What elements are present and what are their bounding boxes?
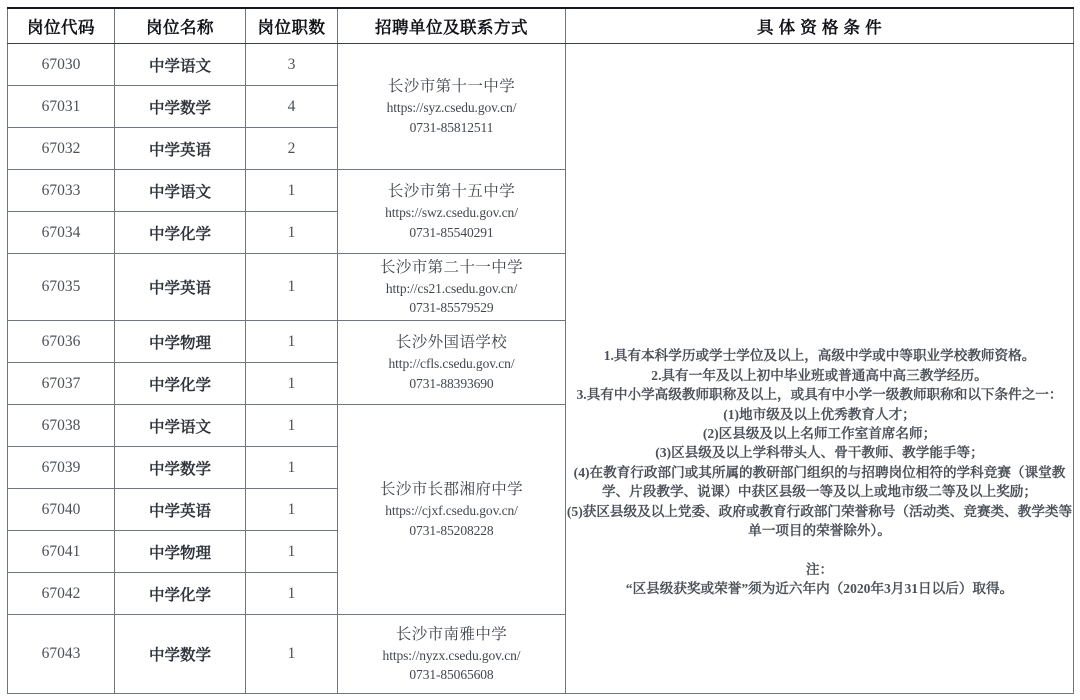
- cell-job-name: 中学英语: [115, 489, 246, 531]
- unit-name: 长沙市第十五中学: [387, 183, 516, 201]
- cell-job-count: 4: [246, 86, 338, 128]
- cell-job-name: 中学语文: [115, 170, 246, 212]
- cell-job-name: 中学数学: [115, 86, 246, 128]
- header-job-name: 岗位名称: [115, 8, 246, 44]
- cell-job-name: 中学语文: [115, 44, 246, 86]
- cell-recruiting-unit: [338, 615, 566, 694]
- table-row: [8, 44, 1074, 86]
- cell-job-count: 2: [246, 128, 338, 170]
- unit-url[interactable]: https://nyzx.csedu.gov.cn/: [382, 647, 521, 663]
- condition-line: (3)区县级及以上学科带头人、骨干教师、教学能手等；: [655, 445, 984, 461]
- cell-job-code: 67030: [8, 44, 115, 86]
- header-qualification-conditions: 具 体 资 格 条 件: [566, 8, 1074, 44]
- condition-line: (1)地市级及以上优秀教育人才；: [723, 406, 916, 422]
- unit-url[interactable]: https://cjxf.csedu.gov.cn/: [385, 503, 518, 519]
- unit-name: 长沙市第二十一中学: [379, 258, 524, 276]
- note-text: “区县级获奖或荣誉”须为近六年内（2020年3月31日以后）取得。: [625, 581, 1014, 597]
- cell-job-name: 中学英语: [115, 254, 246, 321]
- unit-url[interactable]: http://cs21.csedu.gov.cn/: [385, 280, 518, 296]
- header-recruiting-unit: 招聘单位及联系方式: [338, 8, 566, 44]
- cell-job-code: 67033: [8, 170, 115, 212]
- cell-job-count: 1: [246, 615, 338, 694]
- job-positions-table: [7, 7, 1074, 694]
- cell-job-code: 67035: [8, 254, 115, 321]
- condition-line: (4)在教育行政部门或其所属的教研部门组织的与招聘岗位相符的学科竞赛（课堂教学、片段教学、说课）中获区县级一等及以上或地市级二等及以上奖励；: [573, 464, 1066, 500]
- cell-qualification-conditions: [566, 44, 1074, 694]
- cell-job-count: 1: [246, 321, 338, 363]
- cell-job-count: 1: [246, 489, 338, 531]
- cell-job-name: 中学语文: [115, 405, 246, 447]
- cell-recruiting-unit: [338, 170, 566, 254]
- cell-job-name: 中学化学: [115, 573, 246, 615]
- cell-job-code: 67032: [8, 128, 115, 170]
- cell-job-code: 67038: [8, 405, 115, 447]
- table-header-row: [8, 8, 1074, 44]
- unit-telephone: 0731-85812511: [409, 119, 494, 135]
- cell-job-code: 67041: [8, 531, 115, 573]
- unit-name: 长沙市长郡湘府中学: [379, 481, 524, 499]
- header-job-count: 岗位职数: [246, 8, 338, 44]
- unit-name: 长沙市第十一中学: [387, 78, 516, 96]
- condition-line: 2.具有一年及以上初中毕业班或普通高中高三教学经历。: [651, 367, 988, 383]
- cell-job-name: 中学英语: [115, 128, 246, 170]
- cell-recruiting-unit: [338, 405, 566, 615]
- unit-url[interactable]: https://swz.csedu.gov.cn/: [385, 205, 518, 221]
- cell-job-code: 67036: [8, 321, 115, 363]
- cell-job-name: 中学数学: [115, 615, 246, 694]
- unit-url[interactable]: https://syz.csedu.gov.cn/: [386, 100, 517, 116]
- condition-line: 1.具有本科学历或学士学位及以上，高级中学或中等职业学校教师资格。: [603, 348, 1036, 364]
- unit-name: 长沙外国语学校: [395, 334, 508, 352]
- cell-job-code: 67042: [8, 573, 115, 615]
- cell-job-count: 1: [246, 531, 338, 573]
- cell-job-name: 中学物理: [115, 321, 246, 363]
- cell-job-code: 67037: [8, 363, 115, 405]
- unit-url[interactable]: http://cfls.csedu.gov.cn/: [388, 356, 515, 372]
- cell-job-count: 1: [246, 573, 338, 615]
- unit-telephone: 0731-85540291: [409, 224, 494, 240]
- cell-job-count: 1: [246, 254, 338, 321]
- cell-job-name: 中学物理: [115, 531, 246, 573]
- cell-job-code: 67043: [8, 615, 115, 694]
- cell-recruiting-unit: [338, 254, 566, 321]
- cell-recruiting-unit: [338, 321, 566, 405]
- unit-telephone: 0731-88393690: [409, 375, 494, 391]
- note-label: 注：: [805, 561, 834, 577]
- cell-job-count: 1: [246, 363, 338, 405]
- unit-telephone: 0731-85208228: [409, 522, 494, 538]
- cell-job-name: 中学化学: [115, 363, 246, 405]
- condition-line: 3.具有中小学高级教师职称及以上，或具有中小学一级教师职称和以下条件之一：: [576, 387, 1063, 403]
- cell-job-code: 67031: [8, 86, 115, 128]
- cell-job-count: 1: [246, 447, 338, 489]
- condition-line: (2)区县级及以上名师工作室首席名师；: [702, 425, 937, 441]
- cell-recruiting-unit: [338, 44, 566, 170]
- unit-telephone: 0731-85579529: [409, 300, 494, 315]
- cell-job-name: 中学化学: [115, 212, 246, 254]
- cell-job-count: 3: [246, 44, 338, 86]
- cell-job-code: 67034: [8, 212, 115, 254]
- header-job-code: 岗位代码: [8, 8, 115, 44]
- cell-job-code: 67040: [8, 489, 115, 531]
- cell-job-count: 1: [246, 170, 338, 212]
- condition-line: (5)获区县级及以上党委、政府或教育行政部门荣誉称号（活动类、竞赛类、教学类等单一项目的荣誉除外）。: [566, 503, 1073, 539]
- cell-job-code: 67039: [8, 447, 115, 489]
- cell-job-count: 1: [246, 212, 338, 254]
- unit-name: 长沙市南雅中学: [395, 625, 508, 643]
- unit-telephone: 0731-85065608: [409, 667, 494, 682]
- cell-job-count: 1: [246, 405, 338, 447]
- cell-job-name: 中学数学: [115, 447, 246, 489]
- condition-spacer: [566, 540, 1073, 559]
